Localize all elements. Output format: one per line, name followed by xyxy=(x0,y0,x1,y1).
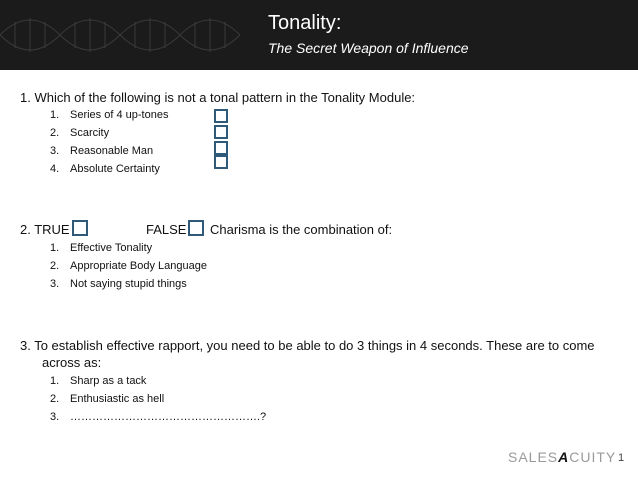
option-text: Absolute Certainty xyxy=(70,163,160,175)
question-2-false-label: FALSE xyxy=(146,222,187,237)
q1-checkbox-4[interactable] xyxy=(214,155,228,169)
option-number: 2. xyxy=(50,260,60,272)
option-number: 2. xyxy=(50,393,60,405)
option-number: 3. xyxy=(50,411,60,423)
slide-title: Tonality: xyxy=(268,12,342,34)
option-number: 1. xyxy=(50,109,60,121)
option-text: Scarcity xyxy=(70,127,110,139)
page-number: 1 xyxy=(618,452,625,464)
logo-text-right: CUITY xyxy=(569,449,617,465)
option-text: Sharp as a tack xyxy=(70,375,147,387)
q1-checkbox-3[interactable] xyxy=(214,141,228,155)
logo-text-left: SALES xyxy=(508,449,559,465)
question-3-line-1: 3. To establish effective rapport, you need to be able to do 3 things in 4 seconds. These are to come xyxy=(20,338,595,353)
option-text: Enthusiastic as hell xyxy=(70,393,165,405)
option-text: Reasonable Man xyxy=(70,145,154,157)
option-number: 4. xyxy=(50,163,60,175)
question-2-true-label: 2. TRUE xyxy=(20,222,70,237)
q1-checkbox-2[interactable] xyxy=(214,125,228,139)
false-checkbox[interactable] xyxy=(188,220,204,236)
dna-helix-decoration xyxy=(0,0,260,70)
q1-checkbox-1[interactable] xyxy=(214,109,228,123)
true-checkbox[interactable] xyxy=(72,220,88,236)
option-text: Series of 4 up-tones xyxy=(70,109,169,121)
option-number: 1. xyxy=(50,375,60,387)
option-text: Appropriate Body Language xyxy=(70,260,207,272)
question-1: 1. Which of the following is not a tonal pattern in the Tonality Module: xyxy=(20,90,416,105)
option-text: Effective Tonality xyxy=(70,242,153,254)
slide-header xyxy=(0,0,638,70)
logo-text-mid: A xyxy=(558,449,570,465)
option-text: Not saying stupid things xyxy=(70,278,187,290)
question-3-line-2: across as: xyxy=(42,355,102,370)
slide-subtitle: The Secret Weapon of Influence xyxy=(268,40,469,56)
option-number: 1. xyxy=(50,242,60,254)
option-number: 3. xyxy=(50,278,60,290)
salesacuity-logo xyxy=(508,449,616,465)
option-text: …………………………………………….? xyxy=(70,411,267,423)
question-2-statement: Charisma is the combination of: xyxy=(210,222,393,237)
option-number: 2. xyxy=(50,127,60,139)
option-number: 3. xyxy=(50,145,60,157)
